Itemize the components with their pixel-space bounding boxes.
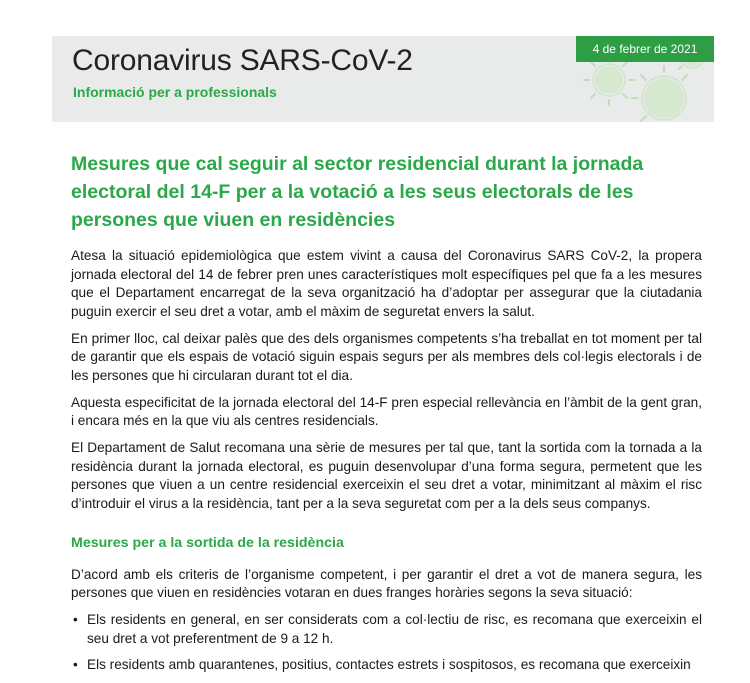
paragraph: El Departament de Salut recomana una sèrie de mesures per tal que, tant la sortida com la tornada a la residència durant la jornada electoral, es puguin desenvolupar d’una forma segura, permetent que les persones que viuen a un centre residencial exerceixin el seu dret a votar, minimitzant al màxim el risc d’introduir el virus a la residència, tant per a la seva seguretat com per a la dels seus companys. [71,440,702,511]
section-heading: Mesures per a la sortida de la residència [71,535,344,551]
header-title-main: Coronavirus [72,44,232,77]
header-title-sars: SARS-CoV-2 [239,44,413,77]
document-body [71,247,702,683]
list-item-text: Els residents amb quarantenes, positius, contactes estrets i sospitosos, es recomana que exerceixin [87,657,691,672]
header-subtitle: Informació per a professionals [73,84,277,100]
document-title: Mesures que cal seguir al sector residencial durant la jornada electoral del 14-F per a la votació a les seus electorals de les persones que viuen en residències [71,153,644,231]
bullet-icon: • [73,612,78,627]
header-band [52,36,714,122]
paragraph: En primer lloc, cal deixar palès que des dels organismes competents s’ha treballat en tot moment per tal de garantir que els espais de votació siguin espais segurs per als membres dels col·legis electorals i de les persones que hi circularan durant tot el dia. [71,330,702,383]
bullet-list [71,611,702,675]
list-item [73,611,702,648]
header-title [72,44,413,78]
list-item [73,656,702,675]
paragraph: Atesa la situació epidemiològica que estem vivint a causa del Coronavirus SARS CoV-2, la propera jornada electoral del 14 de febrer pren unes característiques molt específiques pel que fa a les mesures que el Departament encarregat de la seva organització ha d’adoptar per assegurar que la ciutadania puguin exercir el seu dret a votar, amb el màxim de seguretat envers la salut. [71,248,702,319]
bullet-icon: • [73,657,78,672]
paragraph: Aquesta especificitat de la jornada electoral del 14-F pren especial rellevància en l’àmbit de la gent gran, i encara més en la que viu als centres residencials. [71,394,702,428]
section-intro: D’acord amb els criteris de l’organisme competent, i per garantir el dret a vot de manera segura, les persones que viuen en residències votaran en dues franges horàries segons la seva situació: [71,566,702,600]
list-item-text: Els residents en general, en ser considerats com a col·lectiu de risc, es recomana que exerceixin el seu dret a vot preferentment de 9 a 12 h. [87,612,702,646]
date-badge: 4 de febrer de 2021 [576,36,714,62]
